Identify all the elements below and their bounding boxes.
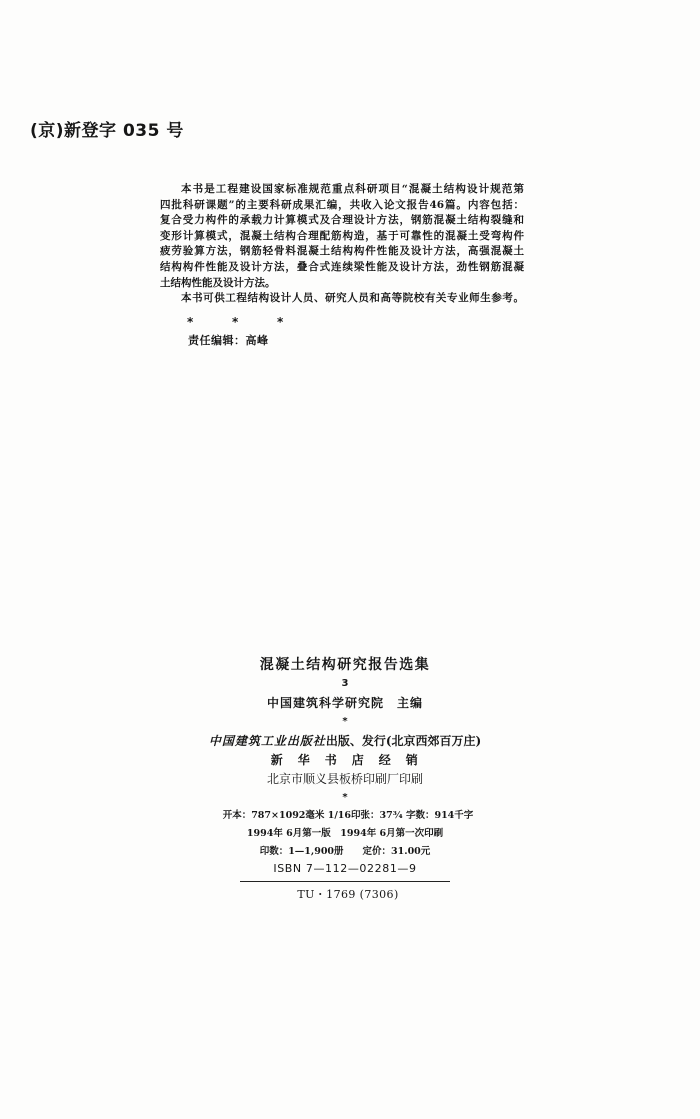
summary-line: 土结构性能及设计方法。 [160, 276, 276, 289]
responsible-editor: 责任编辑：高峰 [188, 334, 269, 347]
publisher-line [190, 733, 500, 749]
format-line: 开本：787×1092毫米 1/16印张：37¾ 字数：914千字 [222, 810, 474, 821]
summary-line: 四批科研课题”的主要科研成果汇编，共收入论文报告46篇。内容包括： [160, 198, 524, 211]
content-summary [160, 182, 524, 307]
book-editor: 中国建筑科学研究院 主编 [266, 696, 423, 710]
divider-star: * [342, 716, 348, 727]
summary-line: 疲劳验算方法，钢筋轻骨料混凝土结构构件性能及设计方法，高强混凝土 [160, 245, 524, 258]
classification-number: TU・1769 (7306) [297, 888, 399, 901]
print-run-line: 印数：1—1,900册 定价：31.00元 [259, 846, 431, 857]
book-title: 混凝土结构研究报告选集 [259, 657, 431, 673]
divider-rule [240, 881, 450, 882]
printer-line: 北京市顺义县板桥印刷厂印刷 [266, 772, 423, 786]
divider-star: * [342, 792, 348, 803]
publisher-suffix: 出版、发行(北京西郊百万庄) [325, 734, 482, 748]
edition-line: 1994年 6月第一版 1994年 6月第一次印刷 [246, 828, 444, 839]
separator-star: * [277, 315, 284, 329]
summary-line: 结构构件性能及设计方法，叠合式连续梁性能及设计方法，劲性钢筋混凝 [160, 260, 524, 273]
registration-number: (京)新登字 035 号 [30, 121, 184, 141]
summary-line: 变形计算模式，混凝土结构合理配筋构造，基于可靠性的混凝土受弯构件 [160, 229, 524, 242]
separator-star: * [187, 315, 194, 329]
summary-line: 本书是工程建设国家标准规范重点科研项目“混凝土结构设计规范第 [181, 183, 524, 195]
separator-star: * [232, 315, 239, 329]
distributor-line: 新 华 书 店 经 销 [270, 753, 420, 767]
summary-line: 复合受力构件的承载力计算模式及合理设计方法，钢筋混凝土结构裂缝和 [160, 214, 524, 227]
isbn: ISBN 7—112—02281—9 [273, 862, 417, 875]
publisher-name: 中国建筑工业出版社 [208, 734, 326, 748]
audience-line: 本书可供工程结构设计人员、研究人员和高等院校有关专业师生参考。 [181, 292, 524, 305]
book-volume: 3 [341, 678, 349, 689]
